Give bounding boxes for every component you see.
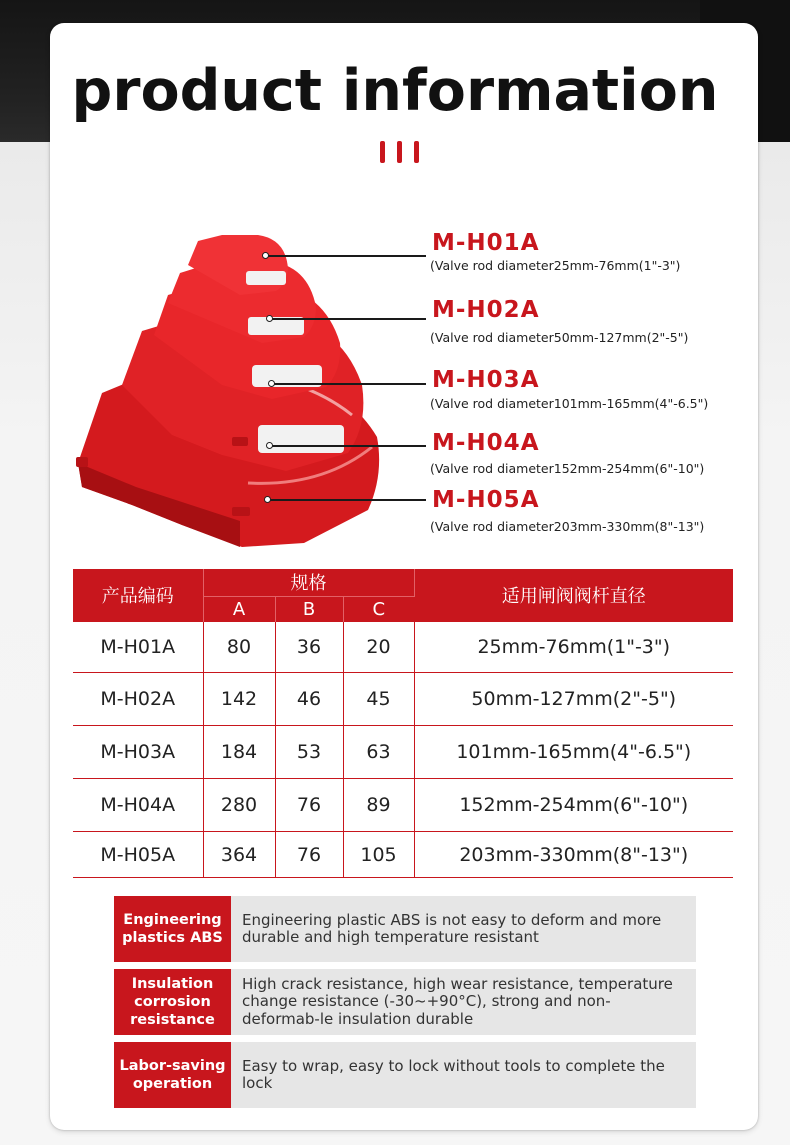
title-decoration: [378, 141, 422, 163]
model-code-h03: M-H03A: [432, 367, 540, 393]
header-a: A: [203, 596, 275, 622]
header-product-code: 产品编码: [73, 569, 203, 622]
callout-line-h05: [268, 499, 426, 501]
cell-code: M-H05A: [73, 832, 203, 878]
model-desc-h04: (Valve rod diameter152mm-254mm(6"-10"): [430, 461, 705, 476]
callout-dot: [264, 496, 271, 503]
cell-code: M-H01A: [73, 622, 203, 673]
cell-b: 46: [275, 673, 343, 726]
callout-dot: [266, 442, 273, 449]
header-b: B: [275, 596, 343, 622]
model-desc-h05: (Valve rod diameter203mm-330mm(8"-13"): [430, 519, 705, 534]
cell-c: 63: [343, 726, 414, 779]
feature-text: Easy to wrap, easy to lock without tools to complete the lock: [231, 1042, 696, 1108]
callout-line-h01: [266, 255, 426, 257]
table-row: [73, 622, 733, 673]
cell-range: 25mm-76mm(1"-3"): [414, 622, 733, 673]
callout-line-h02: [270, 318, 426, 320]
cell-b: 53: [275, 726, 343, 779]
spec-table: [73, 569, 733, 878]
cell-c: 105: [343, 832, 414, 878]
cell-code: M-H04A: [73, 779, 203, 832]
cell-c: 89: [343, 779, 414, 832]
cell-code: M-H02A: [73, 673, 203, 726]
feature-label: Insulation corrosion resistance: [114, 969, 231, 1035]
cell-range: 152mm-254mm(6"-10"): [414, 779, 733, 832]
model-code-h01: M-H01A: [432, 230, 540, 256]
model-code-h05: M-H05A: [432, 487, 540, 513]
callout-dot: [266, 315, 273, 322]
cell-range: 203mm-330mm(8"-13"): [414, 832, 733, 878]
feature-text: Engineering plastic ABS is not easy to deform and more durable and high temperature resistant: [231, 896, 696, 962]
model-desc-h02: (Valve rod diameter50mm-127mm(2"-5"): [430, 330, 689, 345]
cell-a: 280: [203, 779, 275, 832]
header-c: C: [343, 596, 414, 622]
cell-range: 101mm-165mm(4"-6.5"): [414, 726, 733, 779]
model-code-h02: M-H02A: [432, 297, 540, 323]
cell-c: 45: [343, 673, 414, 726]
feature-text: High crack resistance, high wear resistance, temperature change resistance (-30~+90°C), strong and non-deformab-le insulation durable: [231, 969, 696, 1035]
header-valve-range: 适用闸阀阀杆直径: [414, 569, 733, 622]
valve-lockout-product-image: [72, 225, 392, 555]
feature-label: Labor-saving operation: [114, 1042, 231, 1108]
cell-code: M-H03A: [73, 726, 203, 779]
table-row: [73, 726, 733, 779]
cell-a: 364: [203, 832, 275, 878]
model-desc-h01: (Valve rod diameter25mm-76mm(1"-3"): [430, 258, 681, 273]
feature-insulation: [114, 969, 696, 1035]
model-desc-h03: (Valve rod diameter101mm-165mm(4"-6.5"): [430, 396, 709, 411]
model-code-h04: M-H04A: [432, 430, 540, 456]
cell-b: 36: [275, 622, 343, 673]
feature-labor-saving: [114, 1042, 696, 1108]
cell-range: 50mm-127mm(2"-5"): [414, 673, 733, 726]
callout-dot: [262, 252, 269, 259]
feature-abs: [114, 896, 696, 962]
header-spec: 规格: [203, 569, 414, 596]
callout-line-h03: [272, 383, 426, 385]
page-title: product information: [71, 58, 719, 124]
cell-a: 184: [203, 726, 275, 779]
feature-label: Engineering plastics ABS: [114, 896, 231, 962]
table-row: [73, 779, 733, 832]
table-row: [73, 673, 733, 726]
cell-b: 76: [275, 832, 343, 878]
cell-c: 20: [343, 622, 414, 673]
table-row: [73, 832, 733, 878]
cell-a: 142: [203, 673, 275, 726]
callout-dot: [268, 380, 275, 387]
cell-b: 76: [275, 779, 343, 832]
callout-line-h04: [270, 445, 426, 447]
cell-a: 80: [203, 622, 275, 673]
